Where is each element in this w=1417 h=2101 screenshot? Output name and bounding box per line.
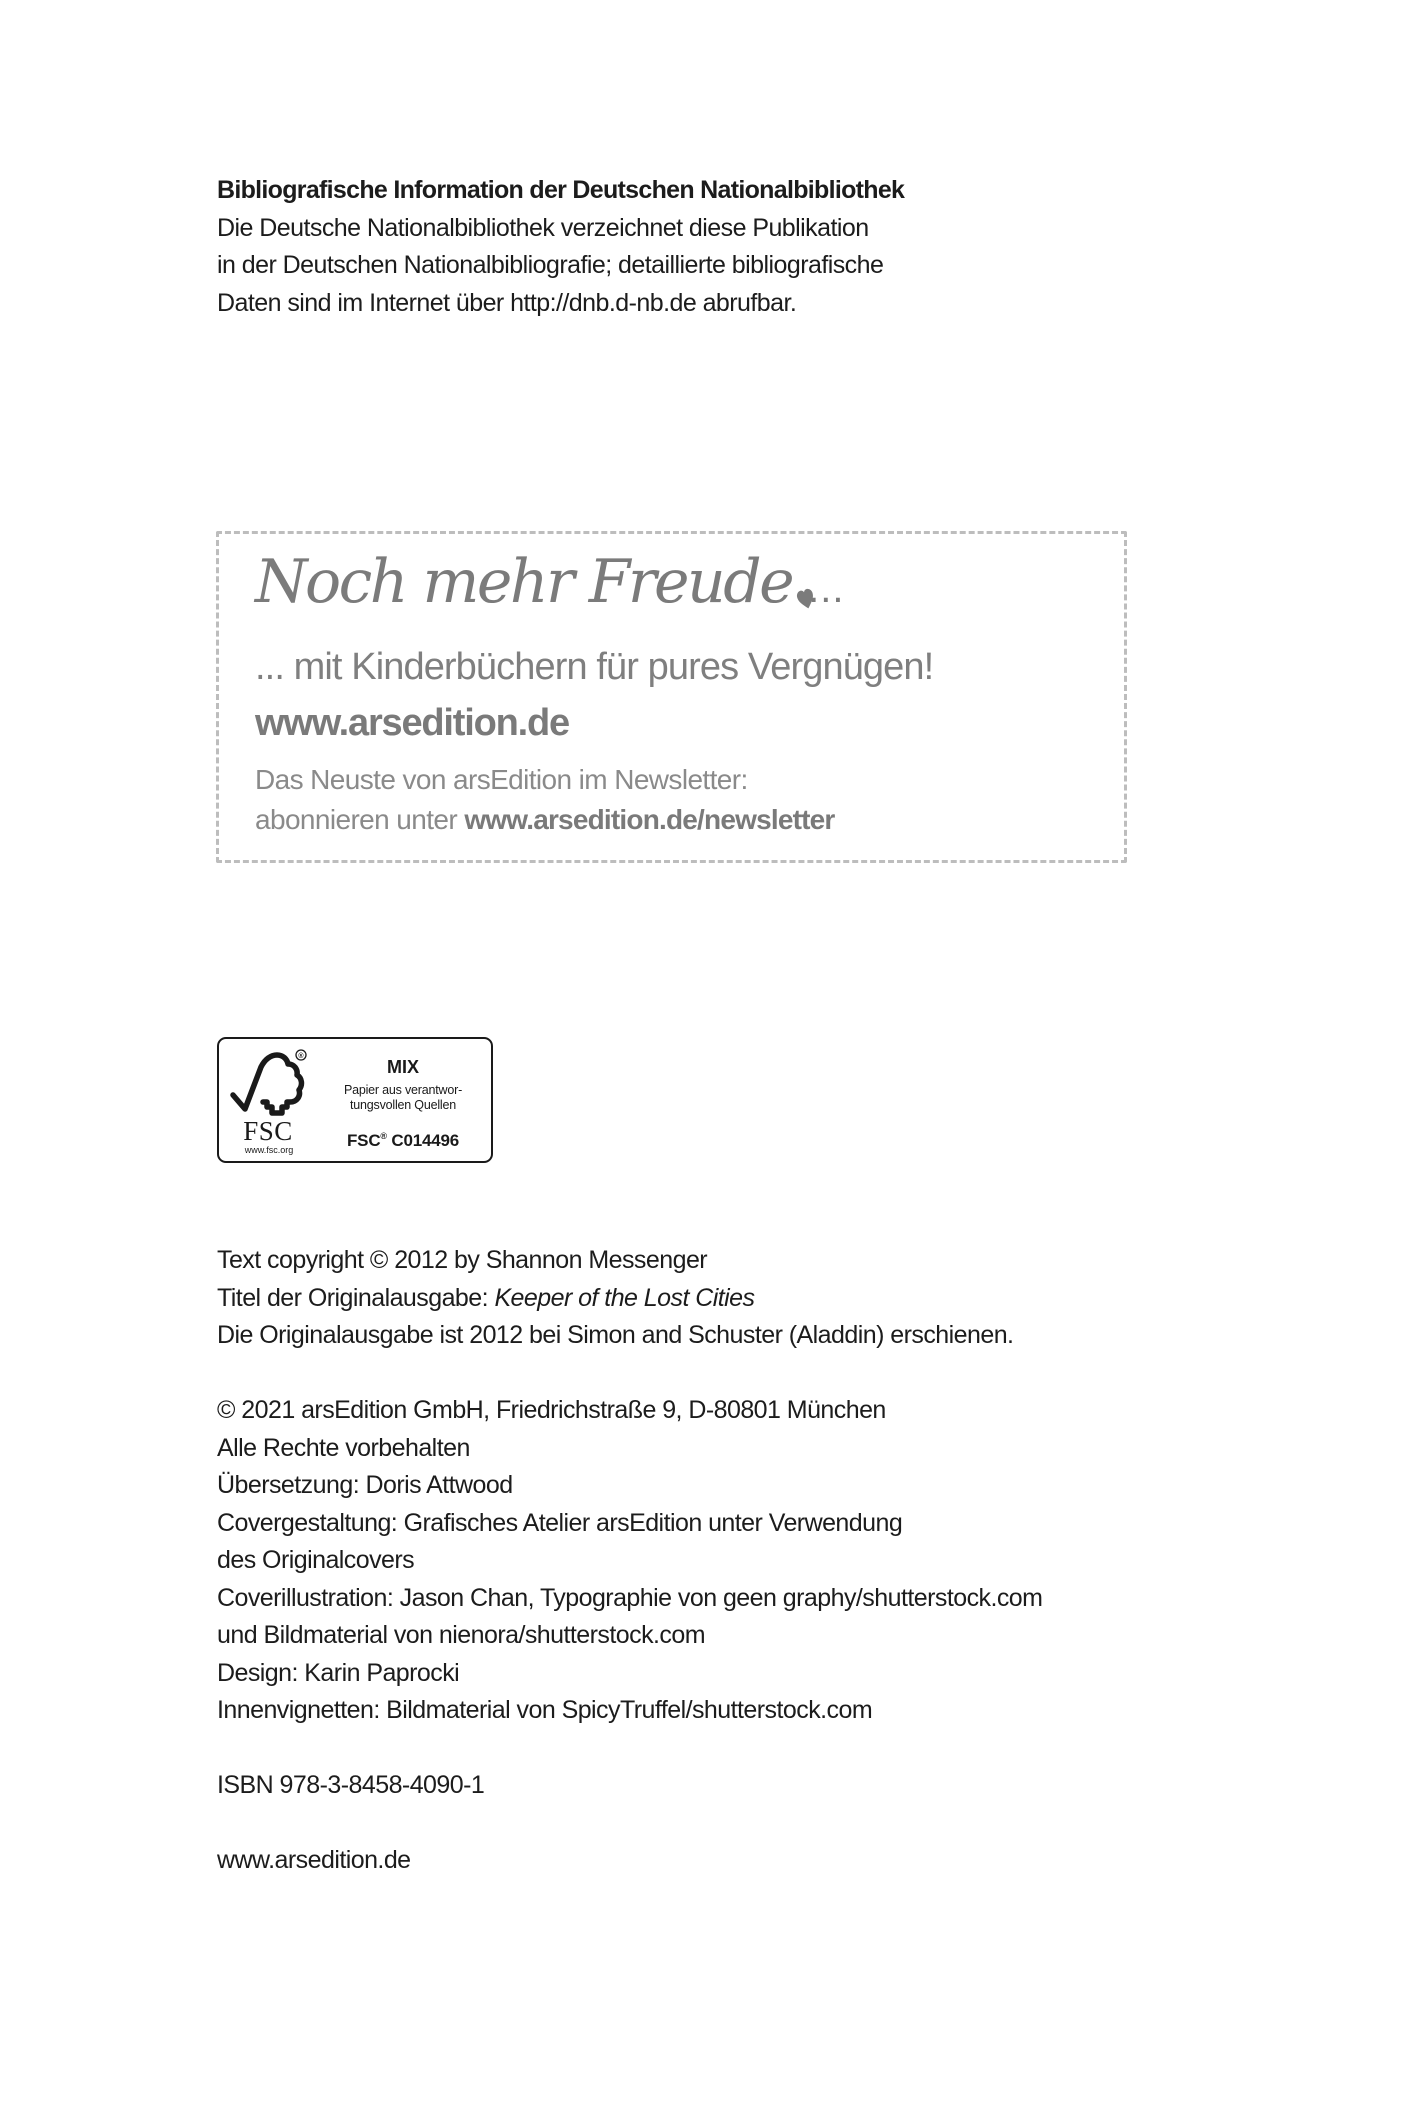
design-credit: Design: Karin Paprocki xyxy=(217,1658,460,1687)
promo-title-ellipsis: ... xyxy=(808,567,845,611)
fsc-website: www.fsc.org xyxy=(244,1145,294,1155)
svg-text:®: ® xyxy=(298,1052,304,1060)
bibliographic-line: Die Deutsche Nationalbibliothek verzeichnet diese Publikation xyxy=(217,213,869,242)
promo-title-text: Noch mehr Freude xyxy=(255,547,793,617)
promo-box xyxy=(216,531,1127,863)
rights-reserved: Alle Rechte vorbehalten xyxy=(217,1433,470,1462)
publisher-copyright: © 2021 arsEdition GmbH, Friedrichstraße 9, D-80801 München xyxy=(217,1396,886,1424)
promo-title xyxy=(255,542,844,629)
fsc-description-line: Papier aus verantwor- xyxy=(343,1083,463,1097)
newsletter-line: Das Neuste von arsEdition im Newsletter: xyxy=(255,764,748,795)
original-title xyxy=(217,1280,1317,1318)
cover-design-credit-cont: des Originalcovers xyxy=(217,1546,415,1574)
fsc-description-line: tungsvollen Quellen xyxy=(350,1098,456,1112)
newsletter-info xyxy=(255,760,835,840)
original-title-value: Keeper of the Lost Cities xyxy=(494,1283,755,1312)
publisher-website-link[interactable]: www.arsedition.de xyxy=(217,1846,411,1874)
original-publication: Die Originalausgabe ist 2012 bei Simon and Schuster (Aladdin) erschienen. xyxy=(217,1321,1014,1349)
fsc-label xyxy=(217,1037,493,1163)
cover-illustration-credit: Coverillustration: Jason Chan, Typographie von geen graphy/shutterstock.com xyxy=(217,1583,1043,1612)
bibliographic-line: in der Deutschen Nationalbibliografie; detaillierte bibliografische xyxy=(217,251,884,279)
newsletter-prefix: abonnieren unter xyxy=(255,804,465,835)
bibliographic-heading: Bibliografische Information der Deutschen Nationalbibliothek xyxy=(217,176,905,204)
registered-mark: ® xyxy=(380,1131,387,1141)
spacer xyxy=(217,1730,1317,1768)
fsc-license-code xyxy=(315,1125,491,1152)
original-title-label: Titel der Originalausgabe: xyxy=(217,1283,495,1312)
newsletter-subscribe-line xyxy=(255,800,835,840)
fsc-tree-checkmark-icon xyxy=(227,1047,311,1127)
promo-website-link[interactable]: www.arsedition.de xyxy=(255,702,569,744)
fsc-code-prefix: FSC xyxy=(347,1131,381,1150)
fsc-description xyxy=(315,1083,491,1113)
isbn: ISBN 978-3-8458-4090-1 xyxy=(217,1771,485,1799)
fsc-category: MIX xyxy=(386,1057,419,1077)
bibliographic-info xyxy=(217,172,1217,322)
spacer xyxy=(217,1355,1317,1393)
spacer xyxy=(217,1805,1317,1843)
fsc-code-number: C014496 xyxy=(386,1131,459,1150)
vignettes-credit: Innenvignetten: Bildmaterial von SpicyTruffel/shutterstock.com xyxy=(217,1696,873,1724)
newsletter-link[interactable]: www.arsedition.de/newsletter xyxy=(464,804,835,835)
bibliographic-line: Daten sind im Internet über http://dnb.d-nb.de abrufbar. xyxy=(217,288,797,317)
fsc-wordmark: FSC xyxy=(243,1116,293,1146)
promo-subtitle: ... mit Kinderbüchern für pures Vergnügen! xyxy=(255,646,934,688)
translation-credit: Übersetzung: Doris Attwood xyxy=(217,1471,513,1499)
imprint xyxy=(217,1242,1317,1880)
cover-design-credit: Covergestaltung: Grafisches Atelier arsEdition unter Verwendung xyxy=(217,1508,903,1537)
original-copyright: Text copyright © 2012 by Shannon Messenger xyxy=(217,1246,708,1274)
cover-illustration-credit-cont: und Bildmaterial von nienora/shutterstock.com xyxy=(217,1621,706,1649)
